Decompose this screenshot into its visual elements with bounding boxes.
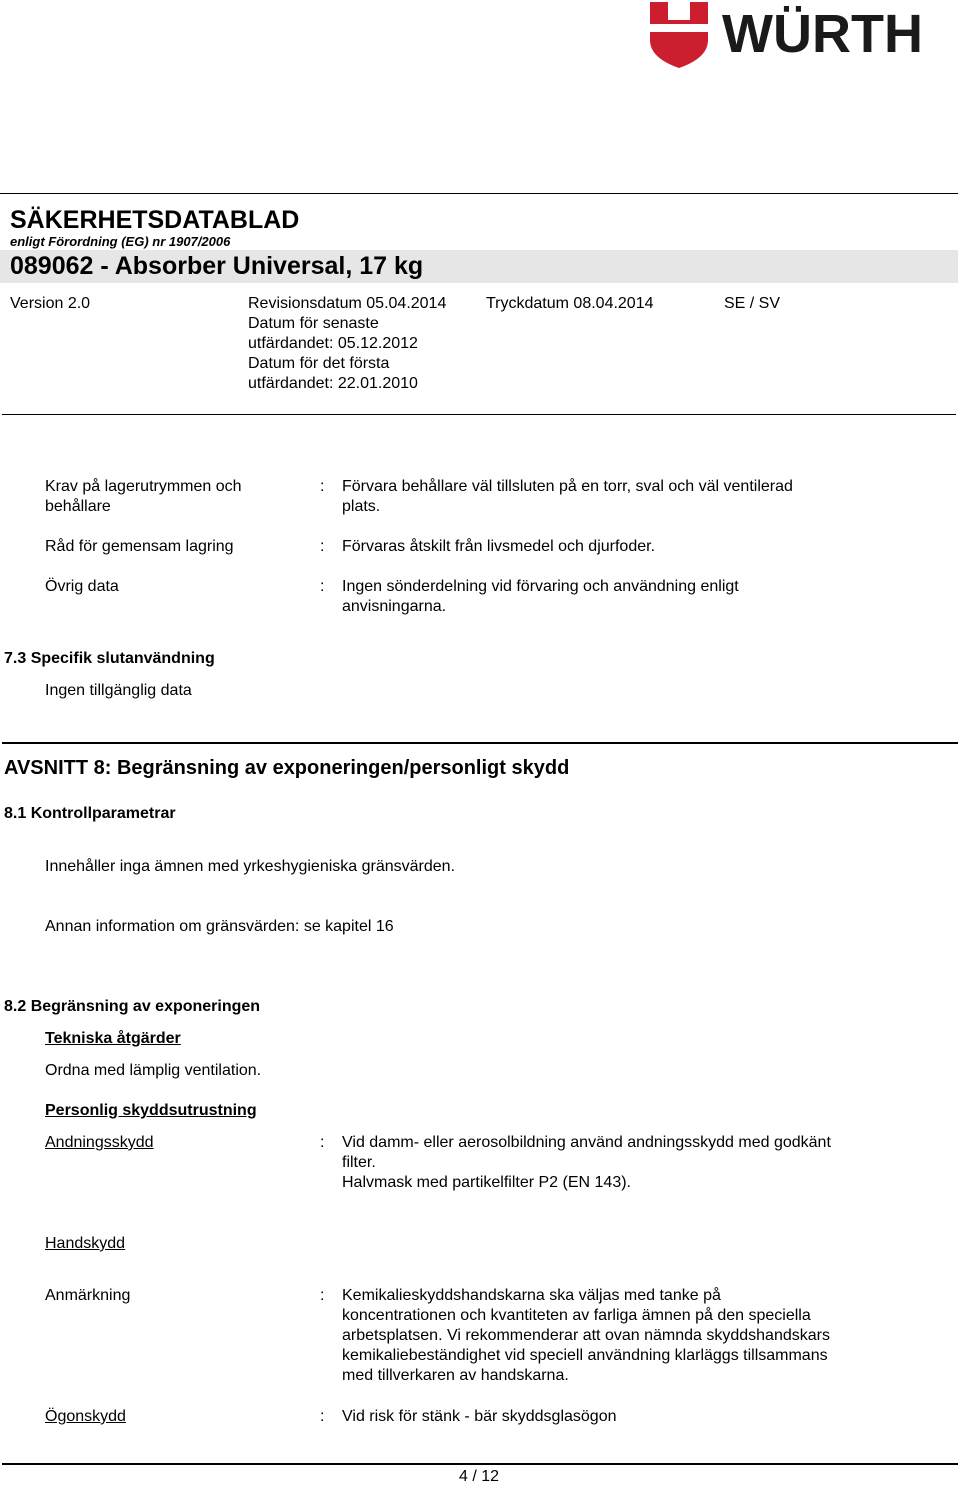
storage-value-2 — [342, 537, 942, 557]
colon: : — [320, 538, 325, 555]
storage-value-3 — [342, 577, 942, 617]
ppe-heading: Personlig skyddsutrustning — [45, 1102, 257, 1119]
value-line: arbetsplatsen. Vi rekommenderar att ovan nämnda skyddshandskars — [342, 1327, 830, 1344]
other-limits-text: Annan information om gränsvärden: se kapitel 16 — [45, 918, 394, 935]
storage-value-1 — [342, 477, 942, 517]
wurth-logo — [648, 0, 958, 70]
brand-text: WÜRTH — [722, 4, 923, 64]
colon: : — [320, 1287, 325, 1304]
section-rule — [2, 742, 958, 744]
value-line: Kemikalieskyddshandskarna ska väljas med tanke på — [342, 1287, 721, 1304]
header-rule-top — [0, 193, 958, 194]
colon: : — [320, 1408, 325, 1425]
exposure-limits-text: Innehåller inga ämnen med yrkeshygieniska gränsvärden. — [45, 858, 456, 875]
colon: : — [320, 1134, 325, 1151]
respiratory-value — [342, 1133, 942, 1193]
value-line: Ingen sönderdelning vid förvaring och användning enligt — [342, 578, 739, 595]
technical-measures-text: Ordna med lämplig ventilation. — [45, 1062, 262, 1079]
subsection-heading-8-1: 8.1 Kontrollparametrar — [4, 805, 176, 822]
document-title: SÄKERHETSDATABLAD — [10, 206, 300, 234]
colon: : — [320, 578, 325, 595]
footer-rule — [2, 1463, 958, 1465]
value-line: filter. — [342, 1154, 376, 1171]
value-line: koncentrationen och kvantiteten av farliga ämnen på den speciella — [342, 1307, 811, 1324]
label-line: Råd för gemensam lagring — [45, 538, 234, 555]
value-line: Förvaras åtskilt från livsmedel och djurfoder. — [342, 538, 656, 555]
page-number: 4 / 12 — [458, 1468, 500, 1485]
subsection-heading-7-3: 7.3 Specifik slutanvändning — [4, 650, 215, 667]
subsection-heading-8-2: 8.2 Begränsning av exponeringen — [4, 998, 261, 1015]
value-line: Vid damm- eller aerosolbildning använd andningsskydd med godkänt — [342, 1134, 831, 1151]
revision-info — [248, 294, 478, 394]
colon: : — [320, 478, 325, 495]
remark-value — [342, 1286, 942, 1386]
value-line: plats. — [342, 498, 381, 515]
value-line: med tillverkaren av handskarna. — [342, 1367, 569, 1384]
hand-protection-label: Handskydd — [45, 1235, 126, 1252]
remark-label: Anmärkning — [45, 1287, 131, 1304]
version-label: Version 2.0 — [10, 295, 91, 312]
respiratory-label: Andningsskydd — [45, 1134, 154, 1151]
label-line: behållare — [45, 498, 111, 515]
value-line: anvisningarna. — [342, 598, 447, 615]
locale-label: SE / SV — [724, 295, 781, 312]
storage-label-1 — [45, 477, 310, 517]
value-line: kemikaliebeständighet vid speciell användning klarläggs tillsammans — [342, 1347, 828, 1364]
storage-label-2 — [45, 537, 310, 557]
print-date: Tryckdatum 08.04.2014 — [486, 295, 654, 312]
revision-line: utfärdandet: 22.01.2010 — [248, 375, 418, 392]
document-subtitle: enligt Förordning (EG) nr 1907/2006 — [10, 234, 231, 249]
label-line: Krav på lagerutrymmen och — [45, 478, 242, 495]
revision-line: Revisionsdatum 05.04.2014 — [248, 295, 447, 312]
revision-line: Datum för det första — [248, 355, 390, 372]
technical-measures-heading: Tekniska åtgärder — [45, 1030, 181, 1047]
storage-label-3 — [45, 577, 310, 597]
value-line: Förvara behållare väl tillsluten på en torr, sval och väl ventilerad — [342, 478, 793, 495]
product-title: 089062 - Absorber Universal, 17 kg — [10, 252, 424, 280]
revision-line: utfärdandet: 05.12.2012 — [248, 335, 418, 352]
section-8-title: AVSNITT 8: Begränsning av exponeringen/personligt skydd — [4, 757, 570, 779]
subsection-text-7-3: Ingen tillgänglig data — [45, 682, 192, 699]
revision-line: Datum för senaste — [248, 315, 379, 332]
eye-protection-label: Ögonskydd — [45, 1408, 126, 1425]
label-line: Övrig data — [45, 578, 119, 595]
eye-protection-value: Vid risk för stänk - bär skyddsglasögon — [342, 1408, 617, 1425]
header-rule-bottom — [2, 414, 956, 415]
value-line: Halvmask med partikelfilter P2 (EN 143). — [342, 1174, 631, 1191]
